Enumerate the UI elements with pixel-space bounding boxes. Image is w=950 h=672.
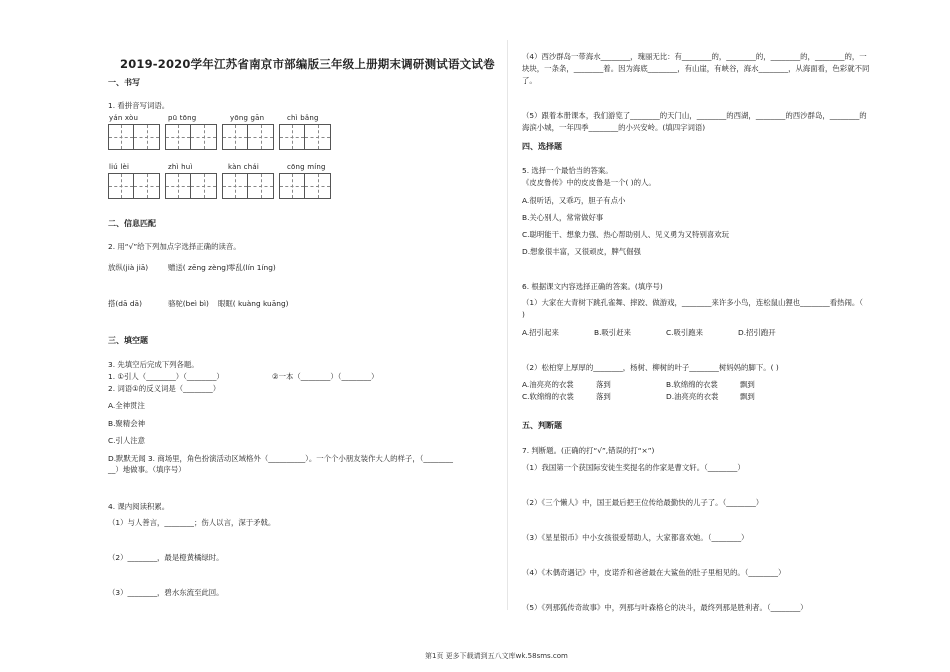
question-4: 4. 课内阅读积累。 — [108, 502, 170, 511]
writing-cell[interactable] — [108, 124, 134, 150]
section-heading-matching: 二、信息匹配 — [108, 219, 156, 228]
q4-item-5-line-2: 海滨小城，一年四季________的小兴安岭。(填四字词语) — [522, 123, 706, 132]
writing-cell[interactable] — [279, 124, 305, 150]
q7-item-4: （4）《木偶奇遇记》中，皮诺乔和爸爸最在大鲨鱼的肚子里相见的。（________） — [522, 568, 786, 577]
q7-item-3: （3）《星星银币》中小女孩很爱帮助人，大家都喜欢她。（________） — [522, 533, 749, 542]
q3-part-2: 2. 词语①的反义词是（________） — [108, 384, 221, 393]
writing-cell[interactable] — [222, 124, 248, 150]
writing-cell[interactable] — [222, 173, 248, 199]
q6-item-2: （2）松柏穿上厚厚的________，杨树、柳树的叶子________树妈妈的脚下。( ) — [522, 363, 779, 372]
pinyin-3: yōng gān — [230, 114, 265, 122]
pinyin-8: cōng míng — [287, 163, 326, 171]
page-footer: 第1页 更多下载请到五八文库wk.58sms.com — [425, 652, 568, 660]
q2-item-4: 搭(dā dā) — [108, 299, 142, 308]
q6-2-option-c-verb: 落到 — [596, 392, 611, 401]
writing-grid-row-1 — [108, 124, 336, 150]
writing-cell[interactable] — [305, 173, 331, 199]
q3-part-1a: 1. ①引人（________）（________） — [108, 372, 224, 381]
q6-2-option-d: D.油亮亮的衣裳 — [666, 392, 719, 401]
writing-cell[interactable] — [165, 124, 191, 150]
q3-part-1b: ②一本（________）（________） — [272, 372, 379, 381]
question-5: 5. 选择一个最恰当的答案。 — [522, 166, 613, 175]
q5-option-d: D.想象很丰富，又很顽皮，脾气倔强 — [522, 247, 641, 256]
question-2: 2. 用“√”给下列加点字选择正确的读音。 — [108, 242, 241, 251]
q4-item-4-line-2: 块块，一条条，________着。因为海底________，有山崖，有峡谷，海水________，从海面看，色彩就不同 — [522, 64, 870, 73]
q4-item-4-line-1: （4）西沙群岛一带海水________，瑰丽无比：有________的，________的，________的，________的，一 — [522, 52, 867, 61]
page-title: 2019-2020学年江苏省南京市部编版三年级上册期末调研测试语文试卷 — [120, 57, 495, 71]
writing-cell[interactable] — [134, 173, 160, 199]
pinyin-2: pū tōng — [168, 114, 197, 122]
q5-option-c: C.聪明能干、想象力强、热心帮助别人、见义勇为又特别喜欢玩 — [522, 230, 730, 239]
writing-grid-row-2 — [108, 173, 336, 199]
q4-item-5-line-1: （5）跟着本册课本，我们游览了________的天门山，________的西湖，________的西沙群岛，________的 — [522, 111, 867, 120]
writing-cell[interactable] — [108, 173, 134, 199]
question-7: 7. 判断题。(正确的打“√”,错误的打“×”) — [522, 446, 655, 455]
q3-option-a: A.全神贯注 — [108, 401, 145, 410]
section-heading-writing: 一、书写 — [108, 78, 140, 87]
q6-1-option-a: A.招引起来 — [522, 328, 559, 337]
q2-item-1: 放纵(jià jiā) — [108, 263, 149, 272]
pinyin-7: kàn chái — [228, 163, 260, 171]
q7-item-5: （5）《列那狐传奇故事》中，列那与叶森格仑的决斗，最终列那是胜利者。（________） — [522, 603, 808, 612]
q3-option-c: C.引人注意 — [108, 436, 146, 445]
q5-option-a: A.很听话，又乖巧，胆子有点小 — [522, 196, 626, 205]
pinyin-5: liú lèi — [109, 163, 130, 171]
q3-option-d-line-1: D.默默无闻 3. 商场里，角色扮演活动区域格外（__________）。一个个小朋友装作大人的样子，（________ — [108, 454, 453, 463]
pinyin-1: yán xòu — [109, 114, 139, 122]
q3-option-d-line-2: __）地做事。（填序号） — [108, 465, 186, 474]
question-3: 3. 先填空后完成下列各题。 — [108, 360, 199, 369]
writing-cell[interactable] — [134, 124, 160, 150]
q6-2-option-b-verb: 飘到 — [740, 380, 755, 389]
writing-cell[interactable] — [165, 173, 191, 199]
section-heading-choice: 四、选择题 — [522, 142, 562, 151]
q6-1-option-c: C.吸引跑来 — [666, 328, 704, 337]
q4-item-2: （2）________，最是橙黄橘绿时。 — [108, 553, 224, 562]
q2-item-6: 眼眶( kuàng kuāng) — [218, 299, 289, 308]
section-heading-fill: 三、填空题 — [108, 336, 148, 345]
q4-item-1: （1）与人善言，________；伤人以言，深于矛戟。 — [108, 518, 276, 527]
writing-cell[interactable] — [191, 124, 217, 150]
writing-cell[interactable] — [305, 124, 331, 150]
q4-item-3: （3）________，碧水东流至此回。 — [108, 588, 224, 597]
writing-cell[interactable] — [279, 173, 305, 199]
pinyin-6: zhì huì — [168, 163, 193, 171]
q6-2-option-a-verb: 落到 — [596, 380, 611, 389]
q5-stem: 《皮皮鲁传》中的皮皮鲁是一个( )的人。 — [522, 178, 656, 187]
writing-cell[interactable] — [248, 124, 274, 150]
q6-2-option-b: B.软绵绵的衣裳 — [666, 380, 718, 389]
pinyin-4: chì bǎng — [287, 114, 319, 122]
q7-item-2: （2）《三个懒人》中，国王最后把王位传给最勤快的儿子了。（________） — [522, 498, 764, 507]
q2-item-3: 零乱(lín 1íng) — [228, 263, 276, 272]
q2-item-2: 赠送( zēng zèng) — [168, 263, 229, 272]
q7-item-1: （1）我国第一个获国际安徒生奖提名的作家是曹文轩。（________） — [522, 463, 745, 472]
q6-2-option-c: C.软绵绵的衣裳 — [522, 392, 574, 401]
writing-cell[interactable] — [248, 173, 274, 199]
q3-option-b: B.聚精会神 — [108, 419, 145, 428]
column-divider — [507, 40, 508, 610]
writing-cell[interactable] — [191, 173, 217, 199]
q6-item-1-line-1: （1）大家在大青树下跳孔雀舞、摔跤、做游戏，________来许多小鸟，连松鼠山狸也________看热闹。（ — [522, 298, 863, 307]
q6-2-option-d-verb: 飘到 — [740, 392, 755, 401]
q6-2-option-a: A.油亮亮的衣裳 — [522, 380, 574, 389]
question-1: 1. 看拼音写词语。 — [108, 101, 170, 110]
q6-item-1-line-2: ) — [522, 310, 525, 319]
q6-1-option-b: B.吸引赶来 — [594, 328, 631, 337]
q4-item-4-line-3: 了。 — [522, 76, 537, 85]
q2-item-5: 骆驼(beì bì) — [168, 299, 209, 308]
q6-1-option-d: D.招引跑开 — [738, 328, 776, 337]
question-6: 6. 根据课文内容选择正确的答案。(填序号) — [522, 282, 663, 291]
section-heading-judge: 五、判断题 — [522, 421, 562, 430]
q5-option-b: B.关心别人，常常做好事 — [522, 213, 604, 222]
